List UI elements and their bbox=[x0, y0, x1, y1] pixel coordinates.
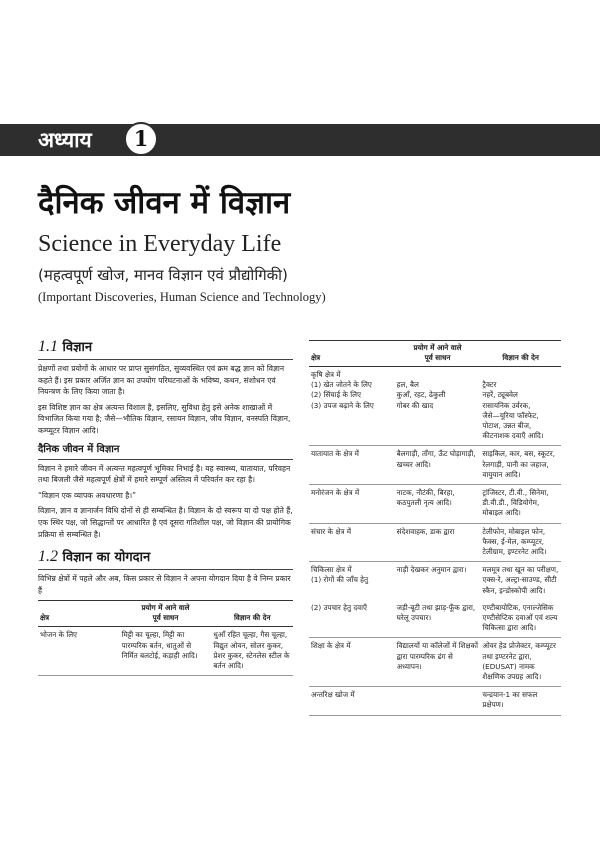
old-item: गोबर की खाद bbox=[396, 400, 434, 410]
cell-area: अन्तरिक्ष खोज में bbox=[309, 687, 395, 715]
area-main: चिकित्सा क्षेत्र में bbox=[311, 565, 352, 575]
header-old-line2: पूर्व साधन bbox=[424, 353, 451, 362]
header-old-line1: प्रयोग में आने वाले bbox=[413, 343, 462, 352]
section-rule bbox=[38, 569, 293, 570]
cell-area: संचार के क्षेत्र में bbox=[309, 523, 395, 562]
cell-new bbox=[480, 367, 561, 446]
table-row bbox=[309, 562, 561, 600]
section-number: 1.1 bbox=[38, 338, 58, 355]
new-item: पोटाश, उन्नत बीज, bbox=[482, 421, 532, 431]
cell-area bbox=[309, 562, 395, 600]
cell-area bbox=[309, 367, 395, 446]
paragraph: इस विशिष्ट ज्ञान का क्षेत्र अत्यन्त विशाल है, इसलिए, सुविधा हेतु इसे अनेक शाखाओं में विभाजित किया गया है; जैसे—भौतिक विज्ञान, रसायन विज्ञान, जीव विज्ञान, वनस्पति विज्ञान, कम्प्यूटर विज्ञान आदि। bbox=[38, 402, 291, 435]
cell-new: एण्टीबायोटिक, एनाल्जेसिक एण्टीसेप्टिक दवाओं एवं शल्य चिकित्सा द्वारा आदि। bbox=[480, 600, 561, 638]
paragraph: विज्ञान, ज्ञान व ज्ञानार्जन विधि दोनों से ही सम्बन्धित है। विज्ञान के दो स्वरूप या दो पक्ष होते हैं, एक स्थिर पक्ष, जो सिद्धान्तों पर आधारित है एवं दूसरा गतिशील पक्ष, जो विज्ञान की प्रायोगिक प्रक्रिया से सम्बन्धित है। bbox=[38, 506, 293, 539]
cell-new: साइकिल, कार, बस, स्कूटर, रेलगाड़ी, पानी का जहाज, वायुयान आदि। bbox=[480, 446, 561, 485]
cell-new: मलमूत्र तथा खून का परीक्षण, एक्स-रे, अल्ट्रा-साउण्ड, सीटी स्कैन, इन्डोस्कोपी आदि। bbox=[482, 565, 559, 595]
area-sub: (1) खेत जोतने के लिए bbox=[311, 380, 372, 390]
cell-area: शिक्षा के क्षेत्र में bbox=[309, 638, 395, 687]
table-row bbox=[309, 600, 561, 638]
old-item: हल, बैल bbox=[396, 380, 419, 390]
section-heading-1-2 bbox=[38, 548, 293, 567]
chapter-title-english: Science in Everyday Life bbox=[38, 231, 282, 257]
cell-new: ट्रांजिस्टर, टी.वी., सिनेमा, डी.वी.डी., विडियोगेम, मोबाइल आदि। bbox=[480, 485, 561, 524]
header-old-line1: प्रयोग में आने वाले bbox=[141, 603, 190, 613]
cell-old: बैलगाड़ी, ताँगा, ऊँट घोड़ागाड़ी, खच्चर आदि। bbox=[395, 446, 481, 485]
table-row bbox=[309, 367, 561, 446]
area-main: कृषि क्षेत्र में bbox=[311, 370, 341, 379]
section-heading-text: विज्ञान bbox=[62, 340, 93, 355]
sub-heading: दैनिक जीवन में विज्ञान bbox=[38, 443, 120, 455]
new-item: जैसे—यूरिया फॉस्फेट, bbox=[482, 410, 539, 420]
old-item: कुआँ, रहट, ढेकुली bbox=[396, 390, 446, 400]
chapter-subtitle-hindi: (महत्वपूर्ण खोज, मानव विज्ञान एवं प्रौद्योगिकी) bbox=[38, 266, 288, 284]
section-heading-1-1 bbox=[38, 338, 293, 357]
table-row bbox=[38, 627, 293, 676]
header-old-means bbox=[395, 341, 481, 367]
header-science-gift: विज्ञान की देन bbox=[211, 601, 293, 627]
cell-old: नाटक, नौटंकी, बिरहा, कठपुतली नृत्य आदि। bbox=[395, 485, 481, 524]
cell-old: मिट्टी का चूल्हा, मिट्टी का पारम्परिक बर्तन, धातुओं से निर्मित बलटोई, कड़ाही आदि। bbox=[120, 627, 212, 676]
cell-new: चन्द्रयान-1 का सफल प्रक्षेपण। bbox=[480, 687, 561, 715]
header-old-line2: पूर्व साधन bbox=[152, 613, 179, 623]
cell-area: मनोरंजन के क्षेत्र में bbox=[309, 485, 395, 524]
cell-new: टेलीफोन, मोबाइल फोन, फैक्स, ई-मेल, कम्प्यूटर, टेलीग्राम, इण्टरनेट आदि। bbox=[480, 523, 561, 562]
table-row bbox=[309, 485, 561, 524]
new-item: नहरें, ट्यूबवेल bbox=[482, 390, 518, 400]
area-sub: (1) रोगों की जाँच हेतु bbox=[311, 575, 369, 585]
chapter-subtitle-english: (Important Discoveries, Human Science and Technology) bbox=[38, 290, 326, 304]
cell-area: यातायात के क्षेत्र में bbox=[309, 446, 395, 485]
left-column bbox=[38, 338, 293, 676]
header-area: क्षेत्र bbox=[309, 341, 395, 367]
header-old-means bbox=[120, 601, 212, 627]
right-column bbox=[309, 340, 561, 716]
contribution-table-left bbox=[38, 600, 293, 676]
cell-old: नाड़ी देखकर अनुमान द्वारा। bbox=[396, 565, 467, 575]
quote: “विज्ञान एक व्यापक अवधारणा है।” bbox=[38, 490, 137, 500]
area-sub: (2) सिंचाई के लिए bbox=[311, 390, 361, 400]
chapter-title-hindi: दैनिक जीवन में विज्ञान bbox=[38, 185, 291, 221]
table-header-row bbox=[309, 341, 561, 367]
table-row bbox=[309, 446, 561, 485]
chapter-number-badge: 1 bbox=[124, 122, 158, 156]
cell-old bbox=[395, 367, 481, 446]
cell-old: जड़ी-बूटी तथा झाड़-फूँक द्वारा, घरेलू उपचार। bbox=[395, 600, 481, 638]
header-science-gift: विज्ञान की देन bbox=[480, 341, 561, 367]
cell-old bbox=[395, 687, 481, 715]
new-item: कीटनाशक दवाएँ आदि। bbox=[482, 431, 544, 441]
chapter-label: अध्याय bbox=[38, 127, 92, 152]
cell-area: (2) उपचार हेतु दवाएँ bbox=[309, 600, 395, 638]
table-header-row bbox=[38, 601, 293, 627]
new-item: ट्रैक्टर bbox=[482, 380, 497, 390]
cell-old: संदेशवाहक, डाक द्वारा bbox=[395, 523, 481, 562]
table-row bbox=[309, 638, 561, 687]
paragraph: विज्ञान ने हमारे जीवन में अत्यन्त महत्वपूर्ण भूमिका निभाई है। यह स्वास्थ्य, यातायात, परिवहन तथा बिजली जैसे महत्वपूर्ण क्षेत्रों में हमारे सम्पूर्ण अस्तित्व में परिवर्तन कर रहा है। bbox=[38, 463, 291, 485]
area-sub: (3) उपज बढ़ाने के लिए bbox=[311, 400, 374, 410]
cell-new: ओवर हेड प्रोजेक्टर, कम्प्यूटर तथा इण्टरनेट द्वारा, (EDUSAT) नामक शैक्षणिक उपग्रह आदि। bbox=[480, 638, 561, 687]
section-rule bbox=[38, 359, 293, 360]
paragraph: विभिन्न क्षेत्रों में पहले और अब, किस प्रकार से विज्ञान ने अपना योगदान दिया है वे निम्न प्रकार हैं bbox=[38, 574, 291, 595]
chapter-band bbox=[0, 124, 600, 156]
cell-area: भोजन के लिए bbox=[38, 627, 120, 676]
new-item: रासायनिक उर्वरक, bbox=[482, 400, 531, 410]
section-number: 1.2 bbox=[38, 548, 58, 566]
cell-new: धुआँ रहित चूल्हा, गैस चूल्हा, विद्युत ओवन, सोलर कुकर, प्रेशर कुकर, स्टेनलेस स्टील के बर्तन आदि। bbox=[211, 627, 293, 676]
cell-old: विद्यालयों या कॉलेजों में शिक्षकों द्वारा पारम्परिक ढंग से अध्यापन। bbox=[395, 638, 481, 687]
table-row bbox=[309, 523, 561, 562]
section-heading-text: विज्ञान का योगदान bbox=[62, 550, 151, 566]
table-row bbox=[309, 687, 561, 715]
paragraph: प्रेक्षणों तथा प्रयोगों के आधार पर प्राप्त सुसंगठित, सुव्यवस्थित एवं क्रम बद्ध ज्ञान को विज्ञान कहते हैं। इस प्रकार अर्जित ज्ञान का उपयोग परिघटनाओं के भविष्य, कथन, संशोधन एवं नियन्त्रण के लिए किया जाता है। bbox=[38, 364, 285, 397]
sub-heading-rule bbox=[38, 459, 293, 460]
header-area: क्षेत्र bbox=[38, 601, 120, 627]
contribution-table-right bbox=[309, 340, 561, 716]
